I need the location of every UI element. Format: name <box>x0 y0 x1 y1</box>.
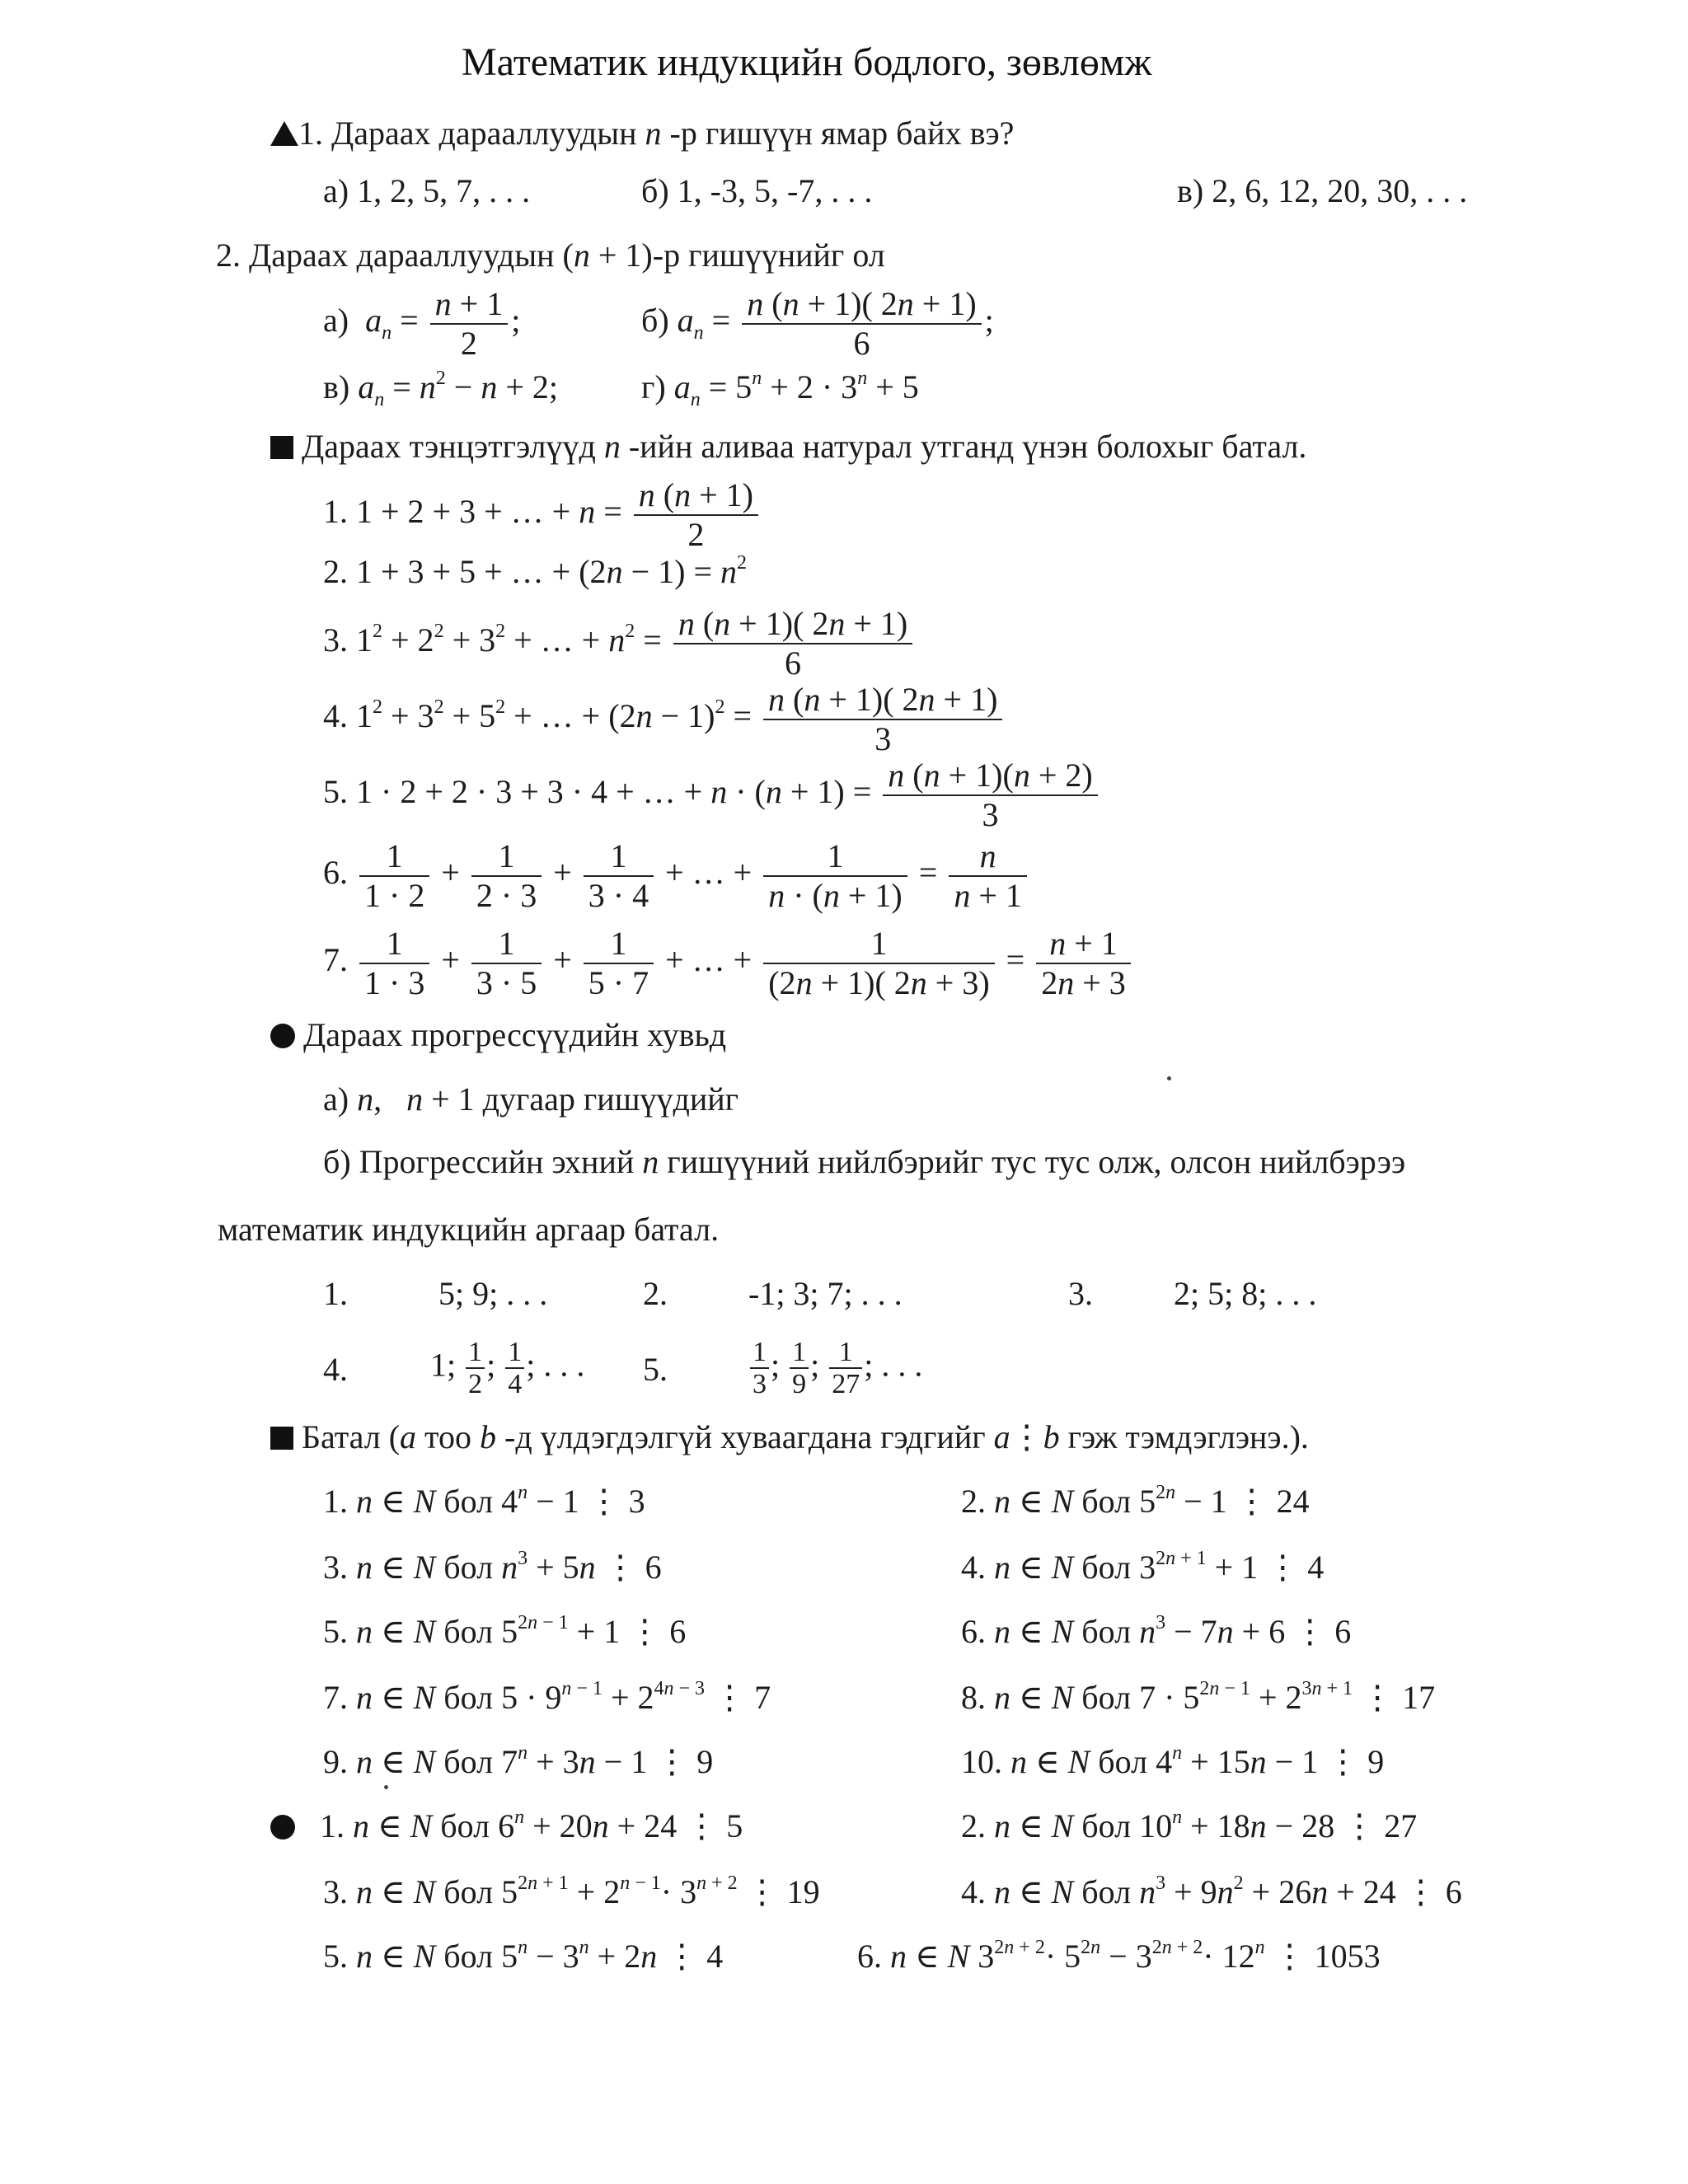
identity-1: 1. 1 + 2 + 3 + … + n = $\frac{n (n + 1)}{2}$ <box>323 476 762 554</box>
section-6-item-6: 6. n ∈ N $3^{2n + 2}\cdot 5^{2n} - 3^{2n + 2}\cdot 12^n$ ⋮ 1053 <box>857 1937 1381 1975</box>
s4-item-b-cont: математик индукцийн аргаар батал. <box>218 1211 720 1248</box>
section-6-item-1: 1. n ∈ N бол $6^n + 20n + 24$ ⋮ 5 <box>270 1810 743 1843</box>
divisibility-3: 3. n ∈ N бол $n^3 + 5n$ ⋮ 6 <box>323 1548 662 1586</box>
divisibility-4: 4. n ∈ N бол $3^{2n + 1} + 1$ ⋮ 4 <box>961 1548 1325 1586</box>
seq-1c: в) 2, 6, 12, 20, 30, . . . <box>1177 172 1468 209</box>
section-6-item-2: 2. n ∈ N бол $10^n + 18n - 28$ ⋮ 27 <box>961 1807 1418 1844</box>
s2-item-c: в) $a_n = n^2 - n + 2$; <box>323 368 559 410</box>
divisibility-5: 5. n ∈ N бол $5^{2n - 1} + 1$ ⋮ 6 <box>323 1612 687 1650</box>
scan-speck <box>384 1785 388 1789</box>
divisibility-7: 7. n ∈ N бол $5 \cdot 9^{n - 1} + 2^{4n - 3}$ ⋮ 7 <box>323 1678 771 1716</box>
seq-value-2: -1; 3; 7; . . . <box>748 1275 903 1312</box>
identity-2: 2. 1 + 3 + 5 + … + $(2n - 1) = n^2$ <box>323 552 747 590</box>
divisibility-6: 6. n ∈ N бол $n^3 - 7n + 6$ ⋮ 6 <box>961 1612 1352 1650</box>
seq-label-3: 3. <box>1068 1275 1093 1312</box>
s2-item-d: г) $a_n = 5^n + 2 \cdot 3^n + 5$ <box>641 368 919 410</box>
identity-4: 4. $1^2 + 3^2 + 5^2$ + … + $(2n - 1)^2$ = $\frac{n (n + 1)( 2n + 1)}{3}$ <box>323 681 1006 758</box>
s4-item-b: б) Прогрессийн эхний n гишүүний нийлбэрийг тус тус олж, олсон нийлбэрээ <box>323 1143 1406 1180</box>
square-icon <box>270 436 293 459</box>
section-1-heading: 1. Дараах дарааллуудын n -р гишүүн ямар байх вэ? <box>270 117 1014 150</box>
s2-item-b: б) $a_n$ = $\frac{n (n + 1)( 2n + 1)}{6}$ ; <box>641 285 994 362</box>
square-icon <box>270 1427 293 1450</box>
section-5-heading: Батал (a тоо b -д үлдэгдэлгүй хуваагдана гэдгийг a⋮b гэж тэмдэглэнэ.). <box>270 1421 1309 1454</box>
seq-value-5: $\frac{1}{3}$ ; $\frac{1}{9}$ ; $\frac{1}{27}$ ; . . . <box>748 1337 922 1400</box>
section-6-item-4: 4. n ∈ N бол $n^3 + 9n^2 + 26n + 24$ ⋮ 6 <box>961 1872 1462 1910</box>
divisibility-8: 8. n ∈ N бол $7 \cdot 5^{2n - 1} + 2^{3n + 1}$ ⋮ 17 <box>961 1678 1436 1716</box>
identity-5: 5. 1 · 2 + 2 · 3 + 3 · 4 + … + n · (n + 1) = $\frac{n (n + 1)(n + 2)}{3}$ <box>323 757 1101 834</box>
divisibility-1: 1. n ∈ N бол $4^n - 1$ ⋮ 3 <box>323 1482 645 1520</box>
divisibility-10: 10. n ∈ N бол $4^n + 15n - 1$ ⋮ 9 <box>961 1742 1385 1780</box>
seq-label-4: 4. <box>323 1351 348 1388</box>
identity-3: 3. $1^2 + 2^2 + 3^2$ + … + $n^2$ = $\frac{n (n + 1)( 2n + 1)}{6}$ <box>323 605 916 682</box>
triangle-icon <box>270 121 298 146</box>
bullet-icon <box>270 1815 295 1840</box>
s2-item-a: а) $a_n$ = $\frac{n + 1}{2}$ ; <box>323 285 521 362</box>
section-4-heading: Дараах прогрессүүдийн хувьд <box>270 1019 726 1052</box>
page-title: Математик индукцийн бодлого, зөвлөмж <box>462 40 1152 84</box>
section-6-item-5: 5. n ∈ N бол $5^n - 3^n + 2n$ ⋮ 4 <box>323 1937 724 1975</box>
seq-1a: а) 1, 2, 5, 7, . . . <box>323 172 531 209</box>
identity-7: 7. $\frac{1}{1 \cdot 3}$ + $\frac{1}{3 \cdot 5}$ + $\frac{1}{5 \cdot 7}$ + … + $\frac{1}{(2n + 1)( 2n + 3)}$ = $\frac{n + 1}{2n + 3}$ <box>323 925 1134 1002</box>
seq-value-1: 5; 9; . . . <box>438 1275 548 1312</box>
s4-item-a: а) n, n + 1 дугаар гишүүдийг <box>323 1080 739 1118</box>
seq-label-5: 5. <box>643 1351 668 1388</box>
divisibility-9: 9. n ∈ N бол $7^n + 3n - 1$ ⋮ 9 <box>323 1742 714 1780</box>
section-3-heading: Дараах тэнцэтгэлүүд n -ийн аливаа натурал утганд үнэн болохыг батал. <box>270 430 1306 463</box>
seq-label-1: 1. <box>323 1275 348 1312</box>
seq-value-3: 2; 5; 8; . . . <box>1174 1275 1317 1312</box>
seq-value-4: 1; $\frac{1}{2}$ ; $\frac{1}{4}$ ; . . . <box>430 1337 585 1400</box>
seq-1b: б) 1, -3, 5, -7, . . . <box>641 172 873 209</box>
divisibility-2: 2. n ∈ N бол $5^{2n} - 1$ ⋮ 24 <box>961 1482 1310 1520</box>
section-2-heading: 2. Дараах дарааллуудын (n + 1)-р гишүүнийг ол <box>216 237 885 274</box>
seq-label-2: 2. <box>643 1275 668 1312</box>
section-6-item-3: 3. n ∈ N бол $5^{2n + 1} + 2^{n - 1}\cdot 3^{n + 2}$ ⋮ 19 <box>323 1872 820 1910</box>
identity-6: 6. $\frac{1}{1 \cdot 2}$ + $\frac{1}{2 \cdot 3}$ + $\frac{1}{3 \cdot 4}$ + … + $\frac{1}{n \cdot (n + 1)}$ = $\frac{n}{n + 1}$ <box>323 837 1030 915</box>
bullet-icon <box>270 1024 295 1048</box>
scan-speck <box>1167 1076 1171 1080</box>
